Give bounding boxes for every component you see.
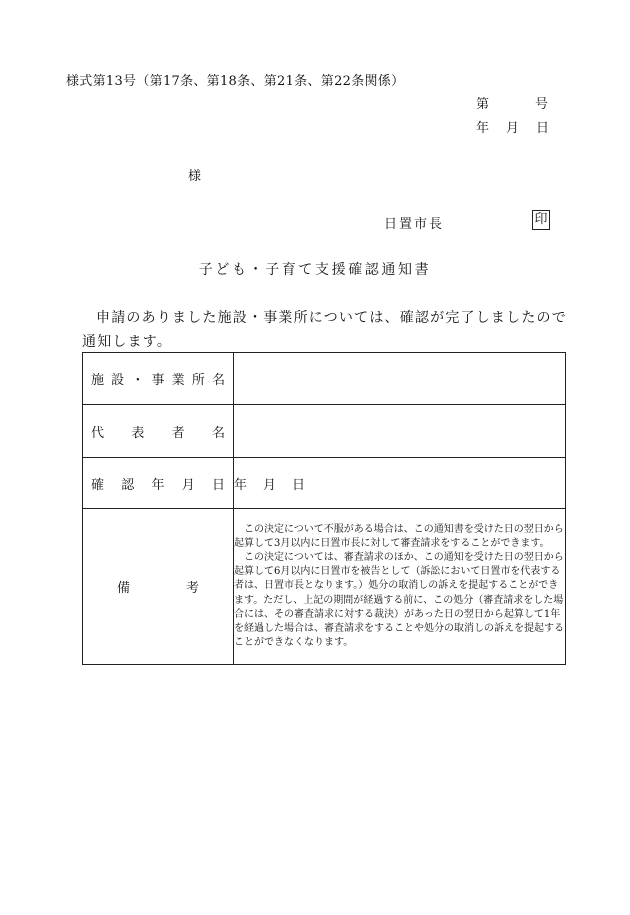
issue-date-month: 月 [506, 121, 520, 136]
representative-label-cell [83, 405, 234, 458]
notification-body: 申請のありました施設・事業所については、確認が完了しましたので通知します。 [82, 310, 567, 350]
seal-mark: 印 [532, 210, 550, 230]
remarks-paragraph-2: この決定については、審査請求のほか、この通知を受けた日の翌日から起算して6月以内に日置市を被告として（訴訟において日置市を代表する者は、日置市長となります。）処分の取消しの訴えを提起することができます。ただし、上記の期間が経過する前に、この処分（審査請求をした場合には、その審査請求に対する裁決）があった日の翌日から起算して1年を経過した場合は、審査請求をすることや処分の取消しの訴えを提起することができなくなります。 [234, 551, 564, 649]
confirm-date-month: 月 [263, 477, 277, 493]
confirm-date-row [83, 458, 566, 509]
facility-label: 施設・事業所名 [91, 373, 225, 388]
confirmation-table [82, 352, 566, 665]
remarks-paragraph-1: この決定について不服がある場合は、この通知書を受けた日の翌日から起算して3月以内に日置市長に対して審査請求をすることができます。 [234, 523, 564, 549]
document-number-suffix: 号 [535, 97, 549, 112]
issue-date-year: 年 [476, 121, 490, 136]
representative-label: 代表者名 [91, 425, 225, 441]
confirm-date-year: 年 [234, 477, 248, 493]
confirm-date-day: 日 [292, 477, 306, 493]
remarks-label: 備考 [117, 581, 199, 596]
facility-value-cell[interactable] [234, 353, 566, 405]
representative-value-cell[interactable] [234, 405, 566, 458]
confirm-date-label-cell [83, 458, 234, 509]
form-number: 様式第13号（第17条、第18条、第21条、第22条関係） [66, 74, 405, 89]
facility-row [83, 353, 566, 405]
remarks-row [83, 509, 566, 665]
remarks-label-cell [83, 509, 234, 665]
remarks-text-cell [234, 509, 566, 665]
document-title: 子ども・子育て支援確認通知書 [198, 262, 432, 278]
issue-date-day: 日 [536, 121, 550, 136]
confirm-date-value-cell[interactable] [234, 458, 566, 509]
issuer-title: 日置市長 [384, 217, 445, 232]
representative-row [83, 405, 566, 458]
document-number-prefix: 第 [476, 97, 490, 112]
facility-label-cell [83, 353, 234, 405]
addressee-honorific: 様 [188, 169, 202, 184]
confirm-date-label: 確認年月日 [91, 477, 225, 493]
